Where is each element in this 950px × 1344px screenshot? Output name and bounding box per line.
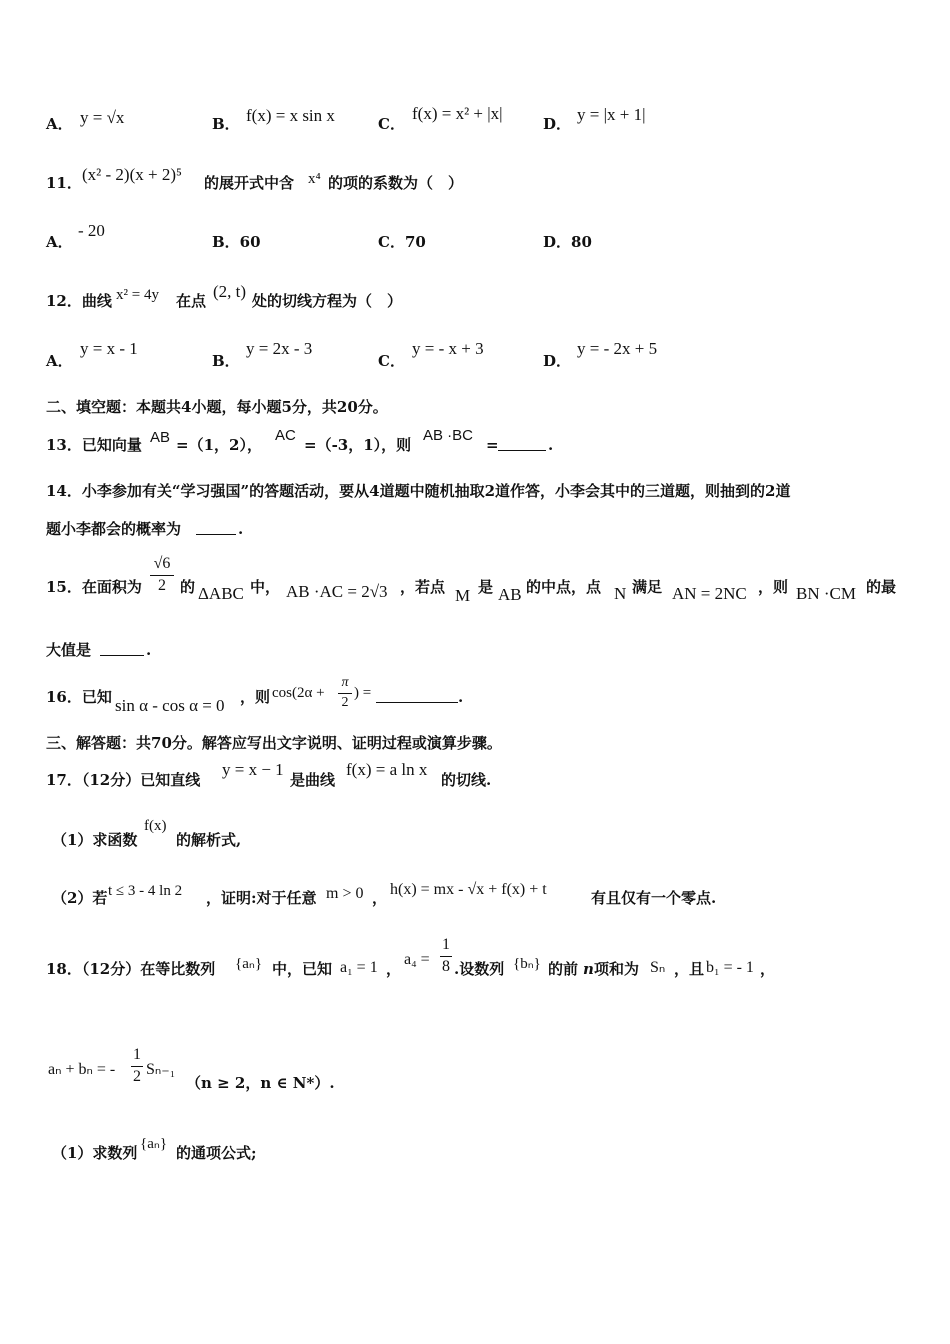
q12-text1: 在点: [176, 292, 207, 310]
q12-number: 12．曲线: [46, 292, 112, 310]
q15-t7: ，则: [758, 578, 789, 596]
q18-t4: 的前: [548, 960, 579, 978]
q12-text2: 处的切线方程为（ ）: [252, 292, 403, 310]
q15-fraction-numerator: √6: [153, 555, 171, 572]
q18-t1: 中，已知: [272, 960, 333, 978]
q11-option-a-value: - 20: [78, 221, 105, 240]
q18-b1: b₁ = - 1: [706, 959, 754, 976]
q16-answer-blank[interactable]: [376, 690, 458, 706]
q16-fraction: [338, 676, 352, 710]
q15-t1: 的: [180, 578, 196, 596]
q17-line: y = x − 1: [222, 760, 284, 779]
q18-recurrence-lhs: aₙ + bₙ = -: [48, 1061, 116, 1078]
q10-option-b-label: B．: [212, 115, 240, 133]
q17-part-1-function: f(x): [144, 818, 167, 834]
q15-expression: BN ·CM: [796, 584, 856, 603]
q18-fraction: [440, 937, 452, 975]
q13-answer-blank[interactable]: [498, 438, 546, 454]
q18-a1: a₁ = 1: [340, 959, 378, 976]
q17-part-2-prefix: （2）若: [52, 889, 108, 907]
q18-recurrence-rhs: Sₙ₋₁: [146, 1061, 176, 1078]
q15-t5: 的中点，点: [526, 578, 602, 596]
q12-option-b-expr: y = 2x - 3: [246, 339, 313, 358]
q15-t2: 中，: [250, 578, 281, 596]
q17-part-2-m: m > 0: [326, 885, 364, 902]
q14-end: .: [238, 520, 244, 538]
q17-curve: f(x) = a ln x: [346, 760, 428, 779]
q13-vector-ac: AC: [275, 427, 296, 444]
q17-part-2-suffix: 有且仅有一个零点.: [591, 889, 717, 907]
q15-number: 15．在面积为: [46, 578, 142, 596]
q18-t7: ，: [760, 960, 776, 978]
q18-part-1-prefix: （1）求数列: [52, 1144, 138, 1162]
q10-option-b-expr: f(x) = x sin x: [246, 106, 335, 125]
q18-sum: Sₙ: [650, 959, 666, 976]
q13-number: 13．已知向量: [46, 436, 142, 454]
q12-option-d-expr: y = - 2x + 5: [577, 339, 658, 358]
q13-eq3: =: [486, 436, 499, 454]
q17-part-2-comma: ，: [372, 889, 388, 907]
q15-t6: 满足: [632, 578, 663, 596]
q12-curve: x² = 4y: [116, 287, 159, 303]
q12-option-d-label: D．: [543, 352, 572, 370]
q17-part-2-condition: t ≤ 3 - 4 ln 2: [108, 883, 183, 899]
q11-option-c: C．70: [378, 233, 426, 251]
q17-part-1-prefix: （1）求函数: [52, 831, 138, 849]
q14-answer-blank[interactable]: [196, 522, 236, 538]
section-3-heading: 三、解答题：共70分。解答应写出文字说明、证明过程或演算步骤。: [46, 734, 502, 752]
q15-t4: 是: [478, 578, 494, 596]
q12-point: (2, t): [213, 282, 247, 301]
q17-part-1-suffix: 的解析式,: [176, 831, 242, 849]
q11-text: 的展开式中含: [204, 174, 295, 192]
q10-option-d-expr: y = |x + 1|: [577, 105, 646, 124]
q11-expression: (x² - 2)(x + 2)⁵: [82, 165, 182, 184]
q16-fraction-numerator: π: [341, 675, 349, 690]
q18-recurrence-fraction-numerator: 1: [133, 1046, 141, 1063]
q18-fraction-denominator: 8: [442, 958, 450, 975]
q18-t2: ，: [386, 960, 402, 978]
q17-part-2-function: h(x) = mx - √x + f(x) + t: [390, 881, 547, 898]
q17-t1: 是曲线: [290, 771, 336, 789]
q17-number: 17．（12分）已知直线: [46, 771, 201, 789]
q18-t5: 项和为: [594, 960, 640, 978]
q18-sequence-a: {aₙ}: [235, 956, 263, 972]
q15-fraction: [150, 556, 174, 594]
q15-t3: ，若点: [400, 578, 446, 596]
q18-sequence-b: {bₙ}: [513, 956, 541, 972]
q14-line-2: 题小李都会的概率为: [46, 520, 182, 538]
q18-part-1-suffix: 的通项公式;: [176, 1144, 257, 1162]
q12-option-a-label: A．: [46, 352, 73, 370]
q18-number: 18．（12分）在等比数列: [46, 960, 216, 978]
q13-eq2: =（-3，1），则: [304, 436, 412, 454]
q18-recurrence-condition: （n ≥ 2，n ∈ N*）.: [186, 1074, 335, 1092]
q18-n: n: [583, 960, 594, 978]
q16-end: .: [458, 688, 464, 706]
q10-option-c-expr: f(x) = x² + |x|: [412, 104, 503, 123]
q16-expr-post: ) =: [354, 685, 372, 701]
q13-eq1: =（1，2），: [176, 436, 262, 454]
q15-t8: 的最: [866, 578, 897, 596]
q18-t6: ，且: [674, 960, 705, 978]
q14-line-1: 14．小李参加有关“学习强国”的答题活动，要从4道题中随机抽取2道作答，小李会其中的三道题，则抽到的2道: [46, 482, 791, 500]
q15-triangle: ΔABC: [198, 584, 244, 603]
q18-t3: .设数列: [454, 960, 505, 978]
q13-vector-ab: AB: [150, 429, 171, 446]
q11-text2: 的项的系数为（ ）: [328, 174, 464, 192]
q15-fraction-denominator: 2: [158, 577, 166, 594]
q15-condition-2: AN = 2NC: [672, 584, 747, 603]
q16-expr-pre: cos(2α +: [272, 685, 325, 701]
q11-option-b: B．60: [212, 233, 261, 251]
q15-point-n: N: [614, 584, 627, 603]
q12-option-a-expr: y = x - 1: [80, 339, 138, 358]
q18-part-1-sequence: {aₙ}: [140, 1136, 168, 1152]
q18-fraction-numerator: 1: [442, 936, 450, 953]
q18-recurrence-fraction: [131, 1047, 143, 1085]
q16-number: 16．已知: [46, 688, 112, 706]
q18-recurrence-fraction-denominator: 2: [133, 1068, 141, 1085]
section-2-heading: 二、填空题：本题共4小题，每小题5分，共20分。: [46, 398, 388, 416]
q10-option-d-label: D．: [543, 115, 572, 133]
q10-option-a-expr: y = √x: [80, 108, 125, 127]
q16-t1: ，则: [240, 688, 271, 706]
q18-a4: a₄ =: [404, 951, 430, 968]
q12-option-b-label: B．: [212, 352, 240, 370]
q12-option-c-label: C．: [378, 352, 405, 370]
q11-term: x⁴: [308, 171, 321, 187]
q17-t2: 的切线.: [441, 771, 492, 789]
q15-end: .: [146, 641, 152, 659]
q11-number: 11．: [46, 174, 82, 192]
q16-condition: sin α - cos α = 0: [115, 696, 225, 715]
q15-line-2: 大值是: [46, 641, 92, 659]
q15-condition: AB ·AC = 2√3: [286, 582, 388, 601]
q13-dot-product: AB ·BC: [423, 427, 474, 444]
q12-option-c-expr: y = - x + 3: [412, 339, 484, 358]
q15-answer-blank[interactable]: [100, 643, 144, 659]
q15-point-m: M: [455, 586, 471, 605]
q13-end: .: [548, 436, 554, 454]
q10-option-a-label: A．: [46, 115, 73, 133]
q10-option-c-label: C．: [378, 115, 405, 133]
q11-option-a-label: A．: [46, 233, 73, 251]
q15-segment-ab: AB: [498, 585, 522, 604]
q17-part-2-text: ，证明:对于任意: [206, 889, 317, 907]
q16-fraction-denominator: 2: [341, 695, 349, 710]
q11-option-d: D．80: [543, 233, 592, 251]
